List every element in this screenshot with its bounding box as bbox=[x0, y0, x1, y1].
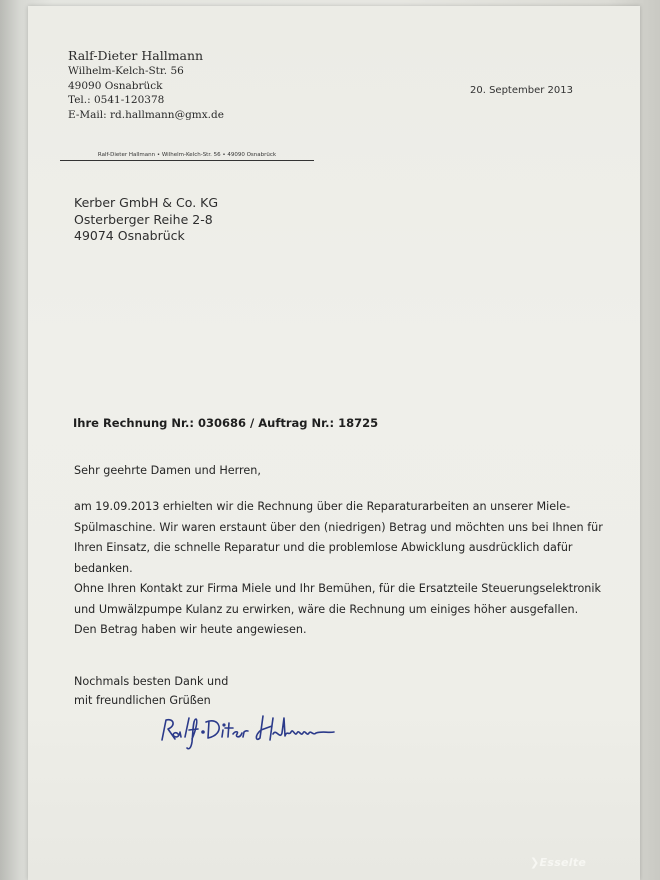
body-line: und Umwälzpumpe Kulanz zu erwirken, wäre die Rechnung um einiges höher ausgefallen. bbox=[74, 602, 579, 616]
letter-date: 20. September 2013 bbox=[470, 85, 573, 96]
body-line: Spülmaschine. Wir waren erstaunt über den (niedrigen) Betrag und möchten uns bei Ihnen für bbox=[74, 520, 603, 534]
sender-phone: Tel.: 0541-120378 bbox=[68, 94, 165, 106]
body-line: am 19.09.2013 erhielten wir die Rechnung über die Reparaturarbeiten an unserer Miele- bbox=[74, 500, 571, 513]
recipient-block bbox=[74, 195, 218, 245]
recipient-street: Osterberger Reihe 2-8 bbox=[74, 211, 213, 227]
recipient-company: Kerber GmbH & Co. KG bbox=[74, 195, 219, 210]
esselte-logo-icon: ❯ bbox=[530, 856, 540, 869]
closing-block bbox=[74, 673, 228, 710]
signature-icon bbox=[156, 712, 356, 752]
sender-street: Wilhelm-Kelch-Str. 56 bbox=[68, 65, 184, 77]
salutation: Sehr geehrte Damen und Herren, bbox=[74, 464, 261, 477]
sender-block bbox=[68, 48, 224, 122]
handwritten-signature bbox=[156, 712, 356, 756]
subject-line: Ihre Rechnung Nr.: 030686 / Auftrag Nr.: 18725 bbox=[73, 416, 379, 430]
sleeve-brand-text: Esselte bbox=[539, 856, 587, 869]
body-line: Ohne Ihren Kontakt zur Firma Miele und Ihr Bemühen, für die Ersatzteile Steuerungselektronik bbox=[74, 582, 601, 595]
closing-line: mit freundlichen Grüßen bbox=[74, 693, 211, 707]
sender-email: E-Mail: rd.hallmann@gmx.de bbox=[68, 108, 224, 121]
sender-name: Ralf-Dieter Hallmann bbox=[68, 48, 204, 63]
body-line: Den Betrag haben wir heute angewiesen. bbox=[74, 623, 307, 636]
recipient-city: 49074 Osnabrück bbox=[74, 228, 185, 243]
sender-city: 49090 Osnabrück bbox=[68, 79, 163, 92]
return-address-line: Ralf-Dieter Hallmann • Wilhelm-Kelch-Str. 56 • 49090 Osnabrück bbox=[60, 152, 314, 161]
letter-body bbox=[74, 497, 614, 641]
body-line: Ihren Einsatz, die schnelle Reparatur und die problemlose Abwicklung ausdrücklich dafür bbox=[74, 541, 573, 554]
sleeve-brand-logo bbox=[530, 856, 586, 869]
letter-page bbox=[28, 6, 640, 880]
closing-line: Nochmals besten Dank und bbox=[74, 675, 229, 688]
body-line: bedanken. bbox=[74, 561, 133, 575]
